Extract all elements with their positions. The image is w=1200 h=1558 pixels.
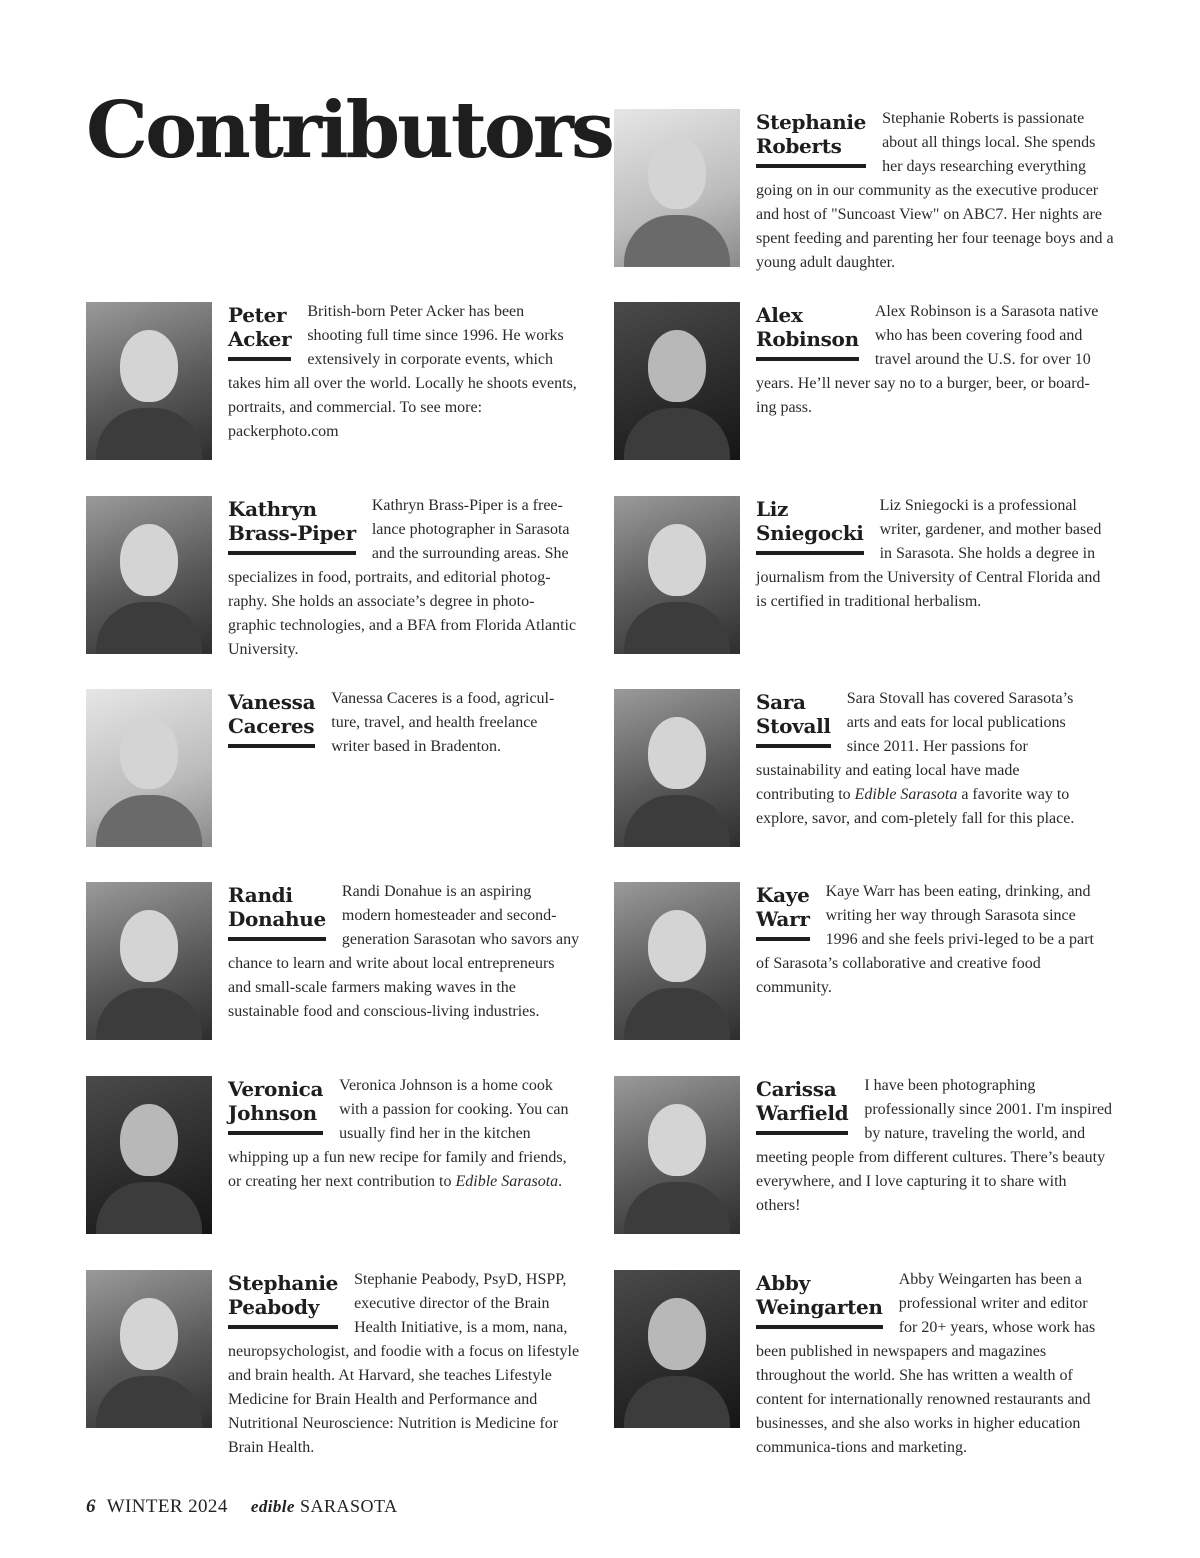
- contributor-card: [86, 1076, 586, 1236]
- page-footer: [86, 1496, 398, 1518]
- contributor-photo: [614, 1076, 740, 1234]
- contributor-card: [614, 302, 1114, 462]
- contributor-card: [86, 689, 586, 849]
- contributor-card: [86, 496, 586, 656]
- contributor-bio: I have been photographing professionally since 2001. I'm inspired by nature, traveling the world, and meeting people from different cultures. There’s beauty everywhere, and I love capturing it to share with others!: [756, 1077, 1113, 1214]
- contributor-name: Kathryn Brass-Piper: [228, 494, 356, 555]
- contributor-name: Vanessa Caceres: [228, 687, 315, 748]
- contributor-photo: [86, 882, 212, 1040]
- contributor-name: Alex Robinson: [756, 300, 859, 361]
- contributor-name: Randi Donahue: [228, 880, 326, 941]
- contributor-photo: [614, 882, 740, 1040]
- contributor-card: [614, 689, 1114, 849]
- contributor-card: [614, 109, 1114, 269]
- contributor-photo: [86, 302, 212, 460]
- contributor-bio: Stephanie Roberts is passionate about all things local. She spends her days researching everything going on in our community as the executive producer and host of "Suncoast View" on ABC7. Her nights are spent feeding and parenting her four teenage boys and a young adult daughter.: [756, 110, 1114, 271]
- contributor-bio: Alex Robinson is a Sarasota native who has been covering food and travel around the U.S. for over 10 years. He’ll never say no to a burger, beer, or board-ing pass.: [756, 303, 1099, 416]
- contributor-photo: [614, 1270, 740, 1428]
- contributor-photo: [614, 689, 740, 847]
- contributor-card: [86, 302, 586, 462]
- contributor-photo: [86, 1076, 212, 1234]
- contributor-bio: Stephanie Peabody, PsyD, HSPP, executive director of the Brain Health Initiative, is a mom, nana, neuropsychologist, and foodie with a focus on lifestyle and brain health. At Harvard, she teaches Lifestyle Medicine for Brain Health and Performance and Nutritional Neuroscience: Nutrition is Medicine for Brain Health.: [228, 1271, 580, 1456]
- contributor-name: Stephanie Roberts: [756, 107, 866, 168]
- contributor-photo: [614, 302, 740, 460]
- contributor-card: [86, 882, 586, 1042]
- contributor-card: [86, 1270, 586, 1460]
- contributor-card: [614, 1270, 1114, 1460]
- contributor-name: Veronica Johnson: [228, 1074, 323, 1135]
- contributor-bio: Vanessa Caceres is a food, agricul-ture, travel, and health freelance writer based in Bradenton.: [331, 690, 555, 755]
- contributor-card: [614, 1076, 1114, 1236]
- contributor-photo: [86, 496, 212, 654]
- contributor-name: Kaye Warr: [756, 880, 810, 941]
- contributor-bio: Kathryn Brass-Piper is a free-lance photographer in Sarasota and the surrounding areas. She specializes in food, portraits, and editorial photog-raphy. She holds an associate’s degree in photo-graphic technologies, and a BFA from Florida Atlantic University.: [228, 497, 577, 658]
- contributor-name: Carissa Warfield: [756, 1074, 848, 1135]
- contributor-bio: Sara Stovall has covered Sarasota’s arts and eats for local publications since 2011. Her passions for sustainability and eating local have made contributing to Edible Sarasota a favorite way to explore, savor, and com-pletely fall for this place.: [756, 690, 1075, 827]
- contributor-photo: [86, 1270, 212, 1428]
- contributor-card: [614, 882, 1114, 1042]
- contributor-bio: Kaye Warr has been eating, drinking, and writing her way through Sarasota since 1996 and she feels privi-leged to be a part of Sarasota’s collaborative and creative food community.: [756, 883, 1094, 996]
- page-number: 6: [86, 1496, 96, 1517]
- contributor-name: Liz Sniegocki: [756, 494, 864, 555]
- contributor-bio: Abby Weingarten has been a professional writer and editor for 20+ years, whose work has been published in newspapers and magazines throughout the world. She has written a wealth of content for internationally renowned restaurants and businesses, and she also works in higher education communica-tions and marketing.: [756, 1271, 1096, 1456]
- contributor-photo: [86, 689, 212, 847]
- contributor-name: Sara Stovall: [756, 687, 831, 748]
- contributor-bio: British-born Peter Acker has been shooting full time since 1996. He works extensively in corporate events, which takes him all over the world. Locally he shoots events, portraits, and commercial. To see more: packerphoto.com: [228, 303, 577, 440]
- contributor-name: Abby Weingarten: [756, 1268, 883, 1329]
- contributor-bio: Randi Donahue is an aspiring modern homesteader and second-generation Sarasotan who savors any chance to learn and write about local entrepreneurs and small-scale farmers making waves in the sustainable food and conscious-living industries.: [228, 883, 580, 1020]
- contributor-photo: [614, 496, 740, 654]
- publication-name: SARASOTA: [300, 1496, 398, 1516]
- contributor-card: [614, 496, 1114, 656]
- contributor-name: Peter Acker: [228, 300, 291, 361]
- contributor-photo: [614, 109, 740, 267]
- contributor-bio: Veronica Johnson is a home cook with a passion for cooking. You can usually find her in the kitchen whipping up a fun new recipe for family and friends, or creating her next contribution to Edible Sarasota.: [228, 1077, 569, 1190]
- contributor-bio: Liz Sniegocki is a professional writer, gardener, and mother based in Sarasota. She holds a degree in journalism from the University of Central Florida and is certified in traditional herbalism.: [756, 497, 1102, 610]
- issue-label: WINTER 2024: [106, 1496, 228, 1517]
- publication-prefix: edible: [250, 1497, 295, 1516]
- contributor-name: Stephanie Peabody: [228, 1268, 338, 1329]
- page-title: Contributors: [86, 85, 612, 176]
